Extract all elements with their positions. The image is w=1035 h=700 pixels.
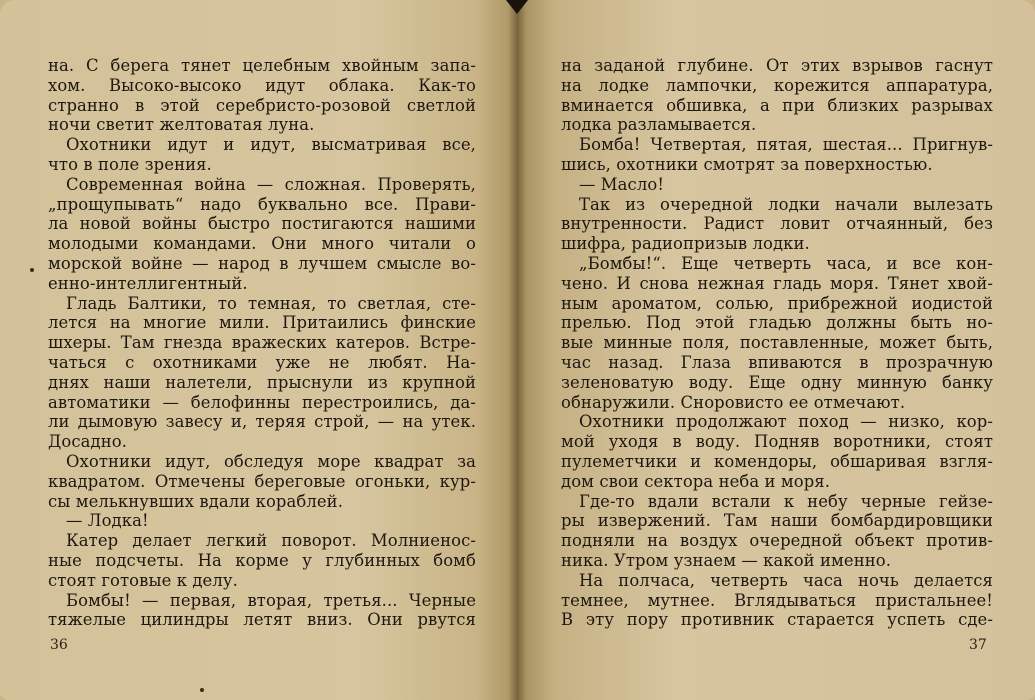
- text-line: „прощупывать“ надо буквально все. Прави-: [48, 194, 476, 214]
- text-line: Бомбы! — первая, вторая, третья... Черные: [66, 590, 476, 610]
- text-line: енно-интеллигентный.: [48, 273, 248, 293]
- text-line: вминается обшивка, а при близких разрывах: [561, 95, 993, 115]
- text-line: ла новой войны быстро постигаются нашими: [48, 214, 476, 234]
- text-line: чаться с охотниками уже не любят. На-: [48, 352, 476, 372]
- text-line: мой уходя в воду. Подняв воротники, стоят: [561, 432, 993, 452]
- text-line: квадратом. Отмечены береговые огоньки, кур-: [48, 471, 476, 491]
- text-line: на заданой глубине. От этих взрывов гаснут: [561, 56, 993, 75]
- text-line: на лодке лампочки, корежится аппаратура,: [561, 75, 993, 95]
- text-line: ры извержений. Там наши бомбардировщики: [561, 511, 993, 531]
- text-line: тяжелые цилиндры летят вниз. Они рвутся: [48, 610, 476, 630]
- text-line: ночи светит желтоватая луна.: [48, 115, 315, 135]
- text-line: стоят готовые к делу.: [48, 570, 238, 590]
- text-line: час назад. Глаза впиваются в прозрачную: [561, 352, 993, 372]
- text-line: — Масло!: [579, 174, 665, 194]
- text-line: — Лодка!: [66, 511, 149, 531]
- text-line: На полчаса, четверть часа ночь делается: [579, 570, 993, 590]
- text-line: шись, охотники смотрят за поверхностью.: [561, 154, 933, 174]
- text-line: Досадно.: [48, 432, 128, 452]
- text-line: молодыми командами. Они много читали о: [48, 234, 476, 254]
- text-line: Охотники идут и идут, высматривая все,: [66, 135, 476, 155]
- text-line: дом свои сектора неба и моря.: [561, 471, 831, 491]
- right-page-text: [561, 56, 993, 630]
- left-page-text: [48, 56, 476, 630]
- text-line: пулеметчики и комендоры, обшаривая взгля-: [561, 451, 993, 471]
- binding-notch: [506, 0, 528, 14]
- text-line: Так из очередной лодки начали вылезать: [579, 194, 993, 214]
- text-line: странно в этой серебристо-розовой светлой: [48, 95, 476, 115]
- text-line: сы мелькнувших вдали кораблей.: [48, 491, 344, 511]
- text-line: автоматики — белофинны перестроились, да-: [48, 392, 476, 412]
- ink-speck: [200, 688, 204, 692]
- text-line: подняли на воздух очередной объект против-: [561, 531, 993, 551]
- text-line: ли дымовую завесу и, теряя строй, — на утек.: [48, 412, 476, 432]
- left-page-number: 36: [50, 637, 68, 653]
- text-line: лодка разламывается.: [561, 115, 757, 135]
- text-line: морской войне — народ в лучшем смысле во-: [48, 253, 476, 273]
- left-page: [0, 0, 517, 700]
- text-line: прелью. Под этой гладью должны быть но-: [561, 313, 993, 333]
- text-line: Современная война — сложная. Проверять,: [66, 174, 476, 194]
- text-line: шифра, радиопризыв лодки.: [561, 234, 810, 254]
- text-line: ные подсчеты. На корме у глубинных бомб: [48, 550, 476, 570]
- text-line: „Бомбы!“. Еще четверть часа, и все кон-: [579, 253, 993, 273]
- book-gutter: [508, 0, 526, 700]
- text-line: чено. И снова нежная гладь моря. Тянет хвой-: [561, 273, 993, 293]
- text-line: В эту пору противник старается успеть сде-: [561, 610, 993, 630]
- text-line: лется на многие мили. Притаились финские: [48, 313, 476, 333]
- text-line: Бомба! Четвертая, пятая, шестая... Пригнув-: [579, 135, 993, 155]
- text-line: Где-то вдали встали к небу черные гейзе-: [579, 491, 993, 511]
- text-line: ника. Утром узнаем — какой именно.: [561, 550, 892, 570]
- text-line: хом. Высоко-высоко идут облака. Как-то: [48, 75, 476, 95]
- text-line: ным ароматом, солью, прибрежной иодистой: [561, 293, 993, 313]
- text-line: обнаружили. Сноровисто ее отмечают.: [561, 392, 906, 412]
- text-line: темнее, мутнее. Вглядываться пристальнее!: [561, 590, 993, 610]
- text-line: днях наши налетели, прыснули из крупной: [48, 372, 476, 392]
- ink-speck: [30, 268, 34, 272]
- text-line: на. С берега тянет целебным хвойным запа-: [48, 56, 476, 75]
- text-line: Охотники продолжают поход — низко, кор-: [579, 412, 993, 432]
- text-line: Гладь Балтики, то темная, то светлая, сте-: [66, 293, 476, 313]
- right-page-number: 37: [969, 637, 987, 653]
- text-line: Катер делает легкий поворот. Молниенос-: [66, 531, 476, 551]
- text-line: Охотники идут, обследуя море квадрат за: [66, 451, 476, 471]
- text-line: что в поле зрения.: [48, 154, 212, 174]
- text-line: зеленоватую воду. Еще одну минную банку: [561, 372, 993, 392]
- right-page: [517, 0, 1035, 700]
- text-line: шхеры. Там гнезда вражеских катеров. Встре-: [48, 333, 476, 353]
- text-line: вые минные поля, поставленные, может быть,: [561, 333, 993, 353]
- text-line: внутренности. Радист ловит отчаянный, без: [561, 214, 993, 234]
